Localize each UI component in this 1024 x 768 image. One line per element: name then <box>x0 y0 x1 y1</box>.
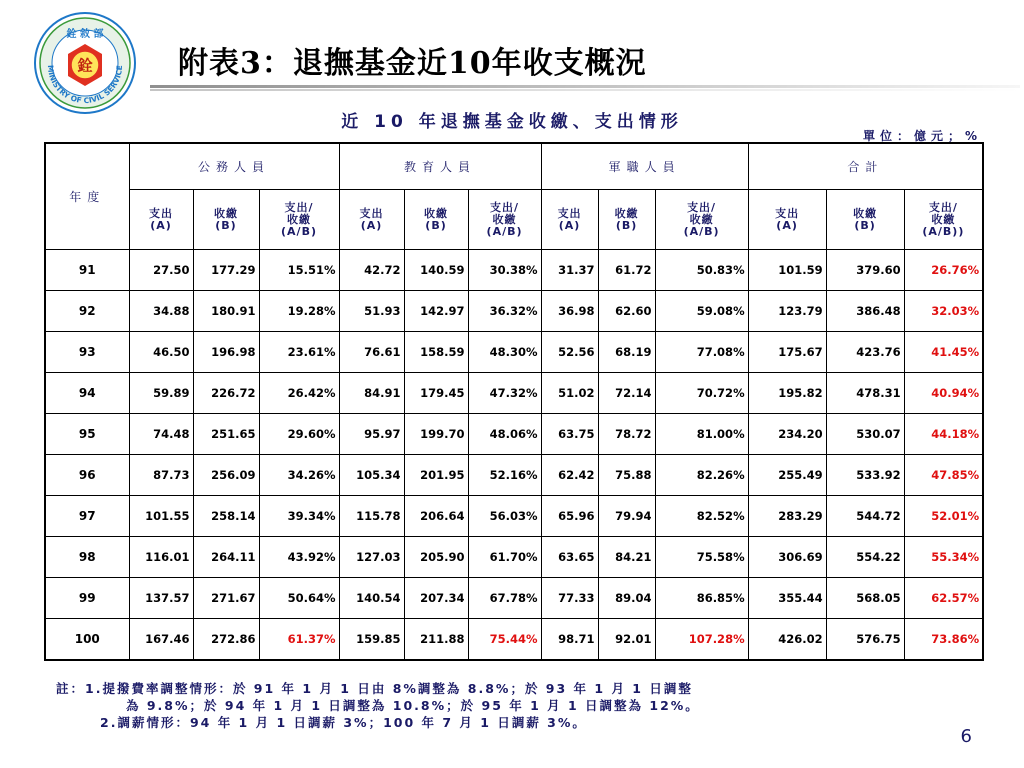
table-row <box>45 537 983 578</box>
sub-header-line: (A) <box>150 218 172 232</box>
value-cell: 29.60% <box>259 414 339 455</box>
value-cell: 43.92% <box>259 537 339 578</box>
value-cell: 61.72 <box>598 250 655 291</box>
value-cell: 306.69 <box>748 537 826 578</box>
value-cell: 19.28% <box>259 291 339 332</box>
value-cell: 73.86% <box>904 619 983 661</box>
sub-header-row <box>45 190 983 250</box>
value-cell: 568.05 <box>826 578 904 619</box>
value-cell: 36.32% <box>468 291 541 332</box>
table-row <box>45 250 983 291</box>
value-cell: 77.08% <box>655 332 748 373</box>
value-cell: 75.88 <box>598 455 655 496</box>
value-cell: 34.26% <box>259 455 339 496</box>
year-cell: 92 <box>45 291 129 332</box>
value-cell: 31.37 <box>541 250 598 291</box>
value-cell: 26.42% <box>259 373 339 414</box>
sub-header-line: 收繳 <box>424 206 449 220</box>
value-cell: 72.14 <box>598 373 655 414</box>
value-cell: 177.29 <box>193 250 259 291</box>
year-cell: 91 <box>45 250 129 291</box>
sub-header-line: 收繳 <box>214 206 238 220</box>
sub-header-line: 支出 <box>775 206 800 220</box>
value-cell: 52.01% <box>904 496 983 537</box>
value-cell: 478.31 <box>826 373 904 414</box>
value-cell: 27.50 <box>129 250 193 291</box>
value-cell: 159.85 <box>339 619 404 661</box>
sub-header-line: 支出/ <box>928 200 958 214</box>
sub-header-line: (B) <box>615 218 638 232</box>
value-cell: 95.97 <box>339 414 404 455</box>
value-cell: 50.83% <box>655 250 748 291</box>
value-cell: 98.71 <box>541 619 598 661</box>
value-cell: 201.95 <box>404 455 468 496</box>
value-cell: 123.79 <box>748 291 826 332</box>
value-cell: 226.72 <box>193 373 259 414</box>
value-cell: 195.82 <box>748 373 826 414</box>
group-header-civil-servants: 公務人員 <box>129 143 339 190</box>
value-cell: 87.73 <box>129 455 193 496</box>
value-cell: 426.02 <box>748 619 826 661</box>
logo-center-char: 銓 <box>77 56 93 75</box>
year-column-header: 年度 <box>45 143 129 250</box>
value-cell: 256.09 <box>193 455 259 496</box>
value-cell: 207.34 <box>404 578 468 619</box>
table-row <box>45 619 983 661</box>
sub-header-line: 支出 <box>557 206 582 220</box>
value-cell: 70.72% <box>655 373 748 414</box>
sub-header-line: (A) <box>776 218 798 232</box>
value-cell: 51.02 <box>541 373 598 414</box>
sub-header-line: (A/B) <box>281 224 317 238</box>
value-cell: 78.72 <box>598 414 655 455</box>
value-cell: 46.50 <box>129 332 193 373</box>
value-cell: 32.03% <box>904 291 983 332</box>
value-cell: 15.51% <box>259 250 339 291</box>
unit-label: 單位：億元；% <box>862 129 982 143</box>
year-cell: 94 <box>45 373 129 414</box>
logo-top-text: 銓 敘 部 <box>66 29 104 40</box>
value-cell: 81.00% <box>655 414 748 455</box>
sub-header-line: 支出/ <box>490 200 520 214</box>
sub-header-cell <box>404 190 468 250</box>
value-cell: 59.89 <box>129 373 193 414</box>
value-cell: 59.08% <box>655 291 748 332</box>
value-cell: 105.34 <box>339 455 404 496</box>
value-cell: 62.42 <box>541 455 598 496</box>
value-cell: 206.64 <box>404 496 468 537</box>
value-cell: 52.56 <box>541 332 598 373</box>
footnotes <box>56 680 996 731</box>
value-cell: 205.90 <box>404 537 468 578</box>
sub-header-cell <box>193 190 259 250</box>
value-cell: 82.26% <box>655 455 748 496</box>
group-header-educators: 教育人員 <box>339 143 541 190</box>
table-row <box>45 578 983 619</box>
sub-header-line: 收繳 <box>492 212 517 226</box>
value-cell: 74.48 <box>129 414 193 455</box>
value-cell: 39.34% <box>259 496 339 537</box>
sub-header-line: 收繳 <box>614 206 639 220</box>
value-cell: 76.61 <box>339 332 404 373</box>
sub-header-line: (B) <box>854 218 876 232</box>
sub-header-line: (A/B)) <box>922 224 965 238</box>
value-cell: 158.59 <box>404 332 468 373</box>
sub-header-cell <box>655 190 748 250</box>
sub-header-cell <box>904 190 983 250</box>
value-cell: 65.96 <box>541 496 598 537</box>
table-caption: 近 10 年退撫基金收繳、支出情形 <box>341 112 683 132</box>
value-cell: 79.94 <box>598 496 655 537</box>
value-cell: 30.38% <box>468 250 541 291</box>
value-cell: 175.67 <box>748 332 826 373</box>
value-cell: 199.70 <box>404 414 468 455</box>
value-cell: 36.98 <box>541 291 598 332</box>
table-row <box>45 414 983 455</box>
page-number: 6 <box>960 726 972 747</box>
value-cell: 554.22 <box>826 537 904 578</box>
value-cell: 140.59 <box>404 250 468 291</box>
sub-header-line: (A) <box>360 218 383 232</box>
value-cell: 44.18% <box>904 414 983 455</box>
sub-header-line: 收繳 <box>931 212 956 226</box>
value-cell: 48.06% <box>468 414 541 455</box>
sub-header-cell <box>468 190 541 250</box>
footnote-line-1: 註：1.提撥費率調整情形：於 91 年 1 月 1 日由 8%調整為 8.8%；於 93 年 1 月 1 日調整 <box>56 681 693 696</box>
ministry-seal-logo <box>32 10 138 116</box>
sub-header-cell <box>339 190 404 250</box>
sub-header-cell <box>598 190 655 250</box>
sub-header-line: (B) <box>215 218 237 232</box>
value-cell: 386.48 <box>826 291 904 332</box>
value-cell: 379.60 <box>826 250 904 291</box>
value-cell: 258.14 <box>193 496 259 537</box>
value-cell: 127.03 <box>339 537 404 578</box>
value-cell: 140.54 <box>339 578 404 619</box>
value-cell: 101.59 <box>748 250 826 291</box>
value-cell: 47.32% <box>468 373 541 414</box>
value-cell: 48.30% <box>468 332 541 373</box>
value-cell: 41.45% <box>904 332 983 373</box>
table-body <box>45 250 983 661</box>
fund-income-expense-table <box>44 142 984 661</box>
logo-ring-text: MINISTRY OF CIVIL SERVICE <box>45 64 125 106</box>
value-cell: 75.44% <box>468 619 541 661</box>
value-cell: 101.55 <box>129 496 193 537</box>
year-cell: 96 <box>45 455 129 496</box>
year-cell: 95 <box>45 414 129 455</box>
value-cell: 82.52% <box>655 496 748 537</box>
sub-header-line: 收繳 <box>287 212 312 226</box>
table-row <box>45 455 983 496</box>
value-cell: 89.04 <box>598 578 655 619</box>
title-underline-shadow <box>150 89 1020 91</box>
table-row <box>45 291 983 332</box>
value-cell: 255.49 <box>748 455 826 496</box>
value-cell: 61.37% <box>259 619 339 661</box>
year-cell: 99 <box>45 578 129 619</box>
value-cell: 67.78% <box>468 578 541 619</box>
value-cell: 533.92 <box>826 455 904 496</box>
value-cell: 51.93 <box>339 291 404 332</box>
sub-header-cell <box>259 190 339 250</box>
value-cell: 62.57% <box>904 578 983 619</box>
sub-header-line: (B) <box>425 218 447 232</box>
value-cell: 84.91 <box>339 373 404 414</box>
value-cell: 47.85% <box>904 455 983 496</box>
value-cell: 52.16% <box>468 455 541 496</box>
group-header-military: 軍職人員 <box>541 143 748 190</box>
value-cell: 530.07 <box>826 414 904 455</box>
value-cell: 34.88 <box>129 291 193 332</box>
value-cell: 61.70% <box>468 537 541 578</box>
value-cell: 92.01 <box>598 619 655 661</box>
value-cell: 196.98 <box>193 332 259 373</box>
table-row <box>45 332 983 373</box>
page-title: 附表3：退撫基金近10年收支概況 <box>178 46 647 81</box>
year-cell: 97 <box>45 496 129 537</box>
value-cell: 423.76 <box>826 332 904 373</box>
sub-header-line: 支出/ <box>687 200 717 214</box>
footnote-line-3: 2.調薪情形：94 年 1 月 1 日調薪 3%；100 年 7 月 1 日調薪 3%。 <box>100 715 587 730</box>
group-header-row <box>45 143 983 190</box>
sub-header-cell <box>826 190 904 250</box>
value-cell: 355.44 <box>748 578 826 619</box>
sub-header-line: (A/B) <box>486 224 523 238</box>
value-cell: 62.60 <box>598 291 655 332</box>
value-cell: 264.11 <box>193 537 259 578</box>
value-cell: 84.21 <box>598 537 655 578</box>
value-cell: 63.75 <box>541 414 598 455</box>
value-cell: 116.01 <box>129 537 193 578</box>
value-cell: 56.03% <box>468 496 541 537</box>
value-cell: 75.58% <box>655 537 748 578</box>
value-cell: 179.45 <box>404 373 468 414</box>
value-cell: 211.88 <box>404 619 468 661</box>
title-underline <box>150 85 1020 88</box>
value-cell: 234.20 <box>748 414 826 455</box>
value-cell: 272.86 <box>193 619 259 661</box>
value-cell: 42.72 <box>339 250 404 291</box>
table-row <box>45 373 983 414</box>
table-row <box>45 496 983 537</box>
value-cell: 180.91 <box>193 291 259 332</box>
value-cell: 251.65 <box>193 414 259 455</box>
sub-header-line: (A/B) <box>683 224 720 238</box>
value-cell: 115.78 <box>339 496 404 537</box>
value-cell: 167.46 <box>129 619 193 661</box>
sub-header-cell <box>748 190 826 250</box>
value-cell: 107.28% <box>655 619 748 661</box>
value-cell: 55.34% <box>904 537 983 578</box>
year-cell: 100 <box>45 619 129 661</box>
sub-header-line: 支出 <box>359 206 384 220</box>
value-cell: 63.65 <box>541 537 598 578</box>
value-cell: 68.19 <box>598 332 655 373</box>
value-cell: 137.57 <box>129 578 193 619</box>
sub-header-cell <box>129 190 193 250</box>
value-cell: 23.61% <box>259 332 339 373</box>
value-cell: 271.67 <box>193 578 259 619</box>
value-cell: 77.33 <box>541 578 598 619</box>
footnote-line-2: 為 9.8%；於 94 年 1 月 1 日調整為 10.8%；於 95 年 1 月 1 日調整為 12%。 <box>126 698 700 713</box>
sub-header-line: 支出/ <box>284 200 314 214</box>
value-cell: 544.72 <box>826 496 904 537</box>
value-cell: 50.64% <box>259 578 339 619</box>
sub-header-line: 支出 <box>149 206 173 220</box>
sub-header-cell <box>541 190 598 250</box>
sub-header-line: (A) <box>558 218 581 232</box>
value-cell: 26.76% <box>904 250 983 291</box>
year-cell: 93 <box>45 332 129 373</box>
sub-header-line: 收繳 <box>689 212 714 226</box>
value-cell: 283.29 <box>748 496 826 537</box>
value-cell: 86.85% <box>655 578 748 619</box>
value-cell: 576.75 <box>826 619 904 661</box>
year-cell: 98 <box>45 537 129 578</box>
value-cell: 40.94% <box>904 373 983 414</box>
sub-header-line: 收繳 <box>853 206 878 220</box>
value-cell: 142.97 <box>404 291 468 332</box>
group-header-total: 合計 <box>748 143 983 190</box>
